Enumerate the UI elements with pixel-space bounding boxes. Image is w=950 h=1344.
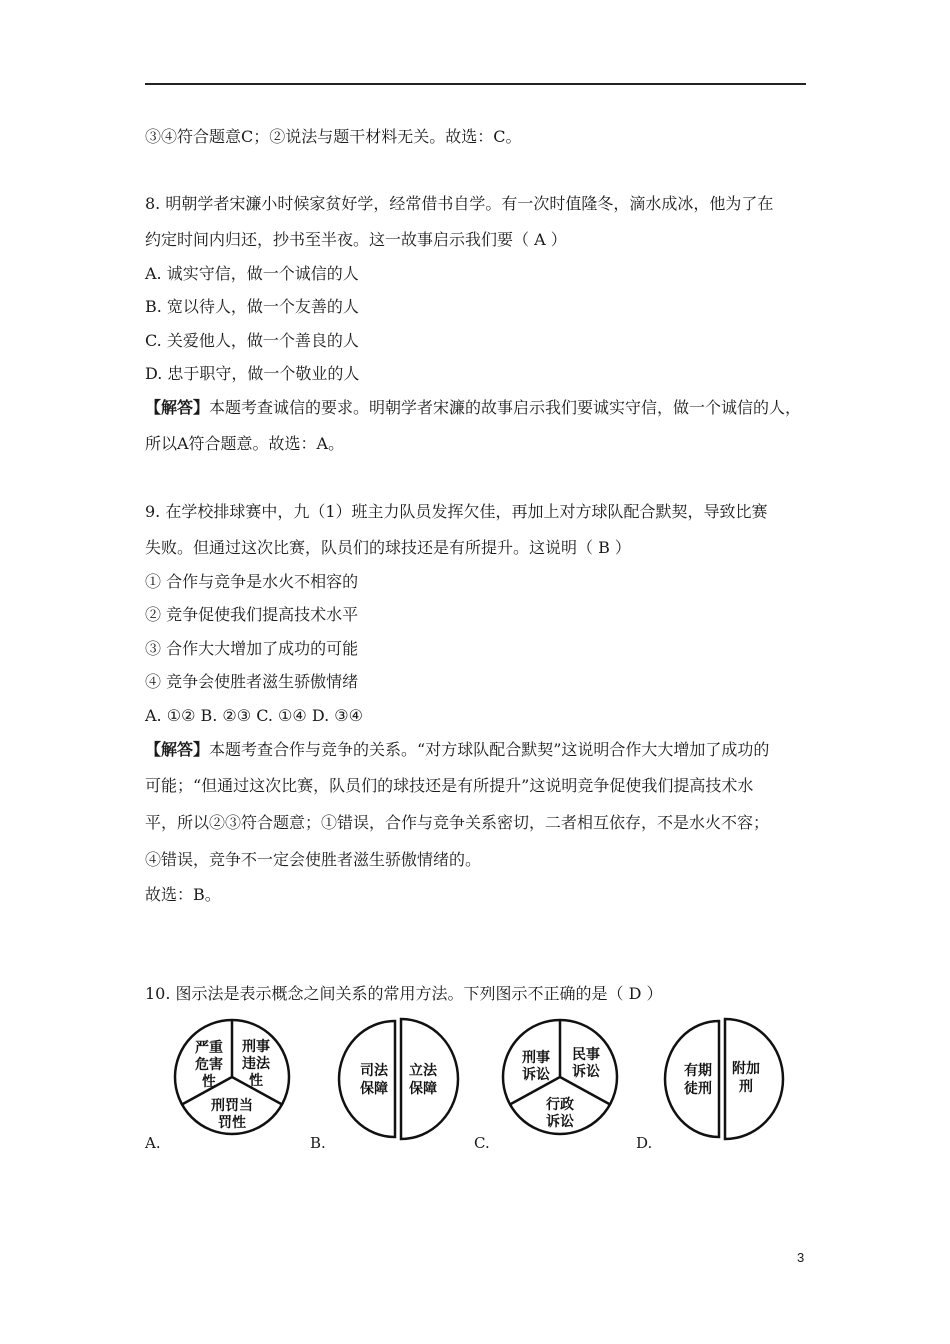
q9-item-4: ④ 竞争会使胜者滋生骄傲情绪 [145,672,359,691]
diagram-label-b: B. [310,1134,326,1152]
q9-answer-line2: 可能；“但通过这次比赛，队员们的球技还是有所提升”这说明竞争促使我们提高技术水 [145,776,754,795]
q9-item-2: ② 竞争促使我们提高技术水平 [145,605,359,624]
q9-choices: A. ①② B. ②③ C. ①④ D. ③④ [145,706,363,725]
diagram-b-l-1: 司法 [360,1063,388,1079]
q8-stem-line2: 约定时间内归还，抄书至半夜。这一故事启示我们要（ A ） [145,230,567,249]
q8-option-b: B. 宽以待人，做一个友善的人 [145,297,359,316]
diagram-d-r-2: 刑 [739,1079,753,1095]
prev-answer-line: ③④符合题意C；②说法与题干材料无关。故选：C。 [145,127,522,146]
q9-stem-line2: 失败。但通过这次比赛，队员们的球技还是有所提升。这说明（ B ） [145,538,631,557]
q9-item-3: ③ 合作大大增加了成功的可能 [145,639,359,658]
q9-answer-line4: ④错误，竞争不一定会使胜者滋生骄傲情绪的。 [145,850,482,869]
diagram-d [662,1015,788,1141]
diagram-a-b-1: 刑罚当 [211,1098,253,1114]
q8-answer-text: 本题考查诚信的要求。明朝学者宋濂的故事启示我们要诚实守信，做一个诚信的人， [209,398,802,417]
diagram-c [500,1015,626,1141]
q9-item-1: ① 合作与竞争是水火不相容的 [145,572,359,591]
diagram-a-tr-1: 刑事 [242,1039,270,1055]
q8-option-d: D. 忠于职守，做一个敬业的人 [145,364,360,383]
q8-answer-line1 [145,397,801,419]
diagram-c-tr-1: 民事 [572,1047,600,1063]
diagram-b-right-half [401,1019,458,1139]
diagram-c-tl-2: 诉讼 [522,1067,550,1083]
page-number: 3 [797,1250,805,1265]
q9-answer-line1 [145,739,769,761]
diagram-d-l-2: 徒刑 [684,1081,712,1097]
diagram-b-left-half [339,1021,395,1137]
diagram-b [336,1015,462,1141]
diagram-a-tr-3: 性 [249,1073,263,1089]
diagram-b-r-1: 立法 [409,1063,437,1079]
diagram-d-r-1: 附加 [732,1061,760,1077]
diagram-c-tl-1: 刑事 [522,1050,550,1066]
diagram-label-c: C. [474,1134,490,1152]
diagram-a [172,1015,298,1141]
header-rule [145,83,806,85]
diagram-d-l-1: 有期 [684,1063,712,1079]
q9-answer-line5: 故选：B。 [145,885,221,904]
diagram-a-tl-1: 严重 [195,1040,223,1056]
q9-answer-text: 本题考查合作与竞争的关系。“对方球队配合默契”这说明合作大大增加了成功的 [209,740,770,759]
diagram-d-left-half [665,1021,719,1137]
diagram-b-l-2: 保障 [360,1081,388,1097]
diagram-a-tl-3: 性 [202,1074,216,1090]
diagram-c-tr-2: 诉讼 [572,1064,600,1080]
q8-stem-line1: 8. 明朝学者宋濂小时候家贫好学，经常借书自学。有一次时值隆冬，滴水成冰，他为了在 [145,194,774,213]
q8-option-c: C. 关爱他人，做一个善良的人 [145,331,359,350]
q9-answer-line3: 平，所以②③符合题意；①错误，合作与竞争关系密切，二者相互依存，不是水火不容； [145,813,770,832]
diagram-a-tl-2: 危害 [195,1057,223,1073]
diagram-c-b-2: 诉讼 [546,1114,574,1130]
diagram-a-b-2: 罚性 [218,1115,246,1131]
q8-answer-line2: 所以A符合题意。故选：A。 [145,434,345,453]
diagram-b-r-2: 保障 [409,1081,437,1097]
diagram-label-a: A. [145,1134,161,1152]
q8-option-a: A. 诚实守信，做一个诚信的人 [145,264,359,283]
q9-answer-tag: 【解答】 [145,740,210,759]
diagram-d-right-half [725,1019,783,1139]
q10-stem: 10. 图示法是表示概念之间关系的常用方法。下列图示不正确的是（ D ） [145,984,663,1003]
diagram-a-tr-2: 违法 [242,1056,270,1072]
q9-stem-line1: 9. 在学校排球赛中，九（1）班主力队员发挥欠佳，再加上对方球队配合默契，导致比赛 [145,502,768,521]
diagram-c-b-1: 行政 [546,1097,574,1113]
q8-answer-tag: 【解答】 [145,398,210,417]
diagram-label-d: D. [636,1134,653,1152]
